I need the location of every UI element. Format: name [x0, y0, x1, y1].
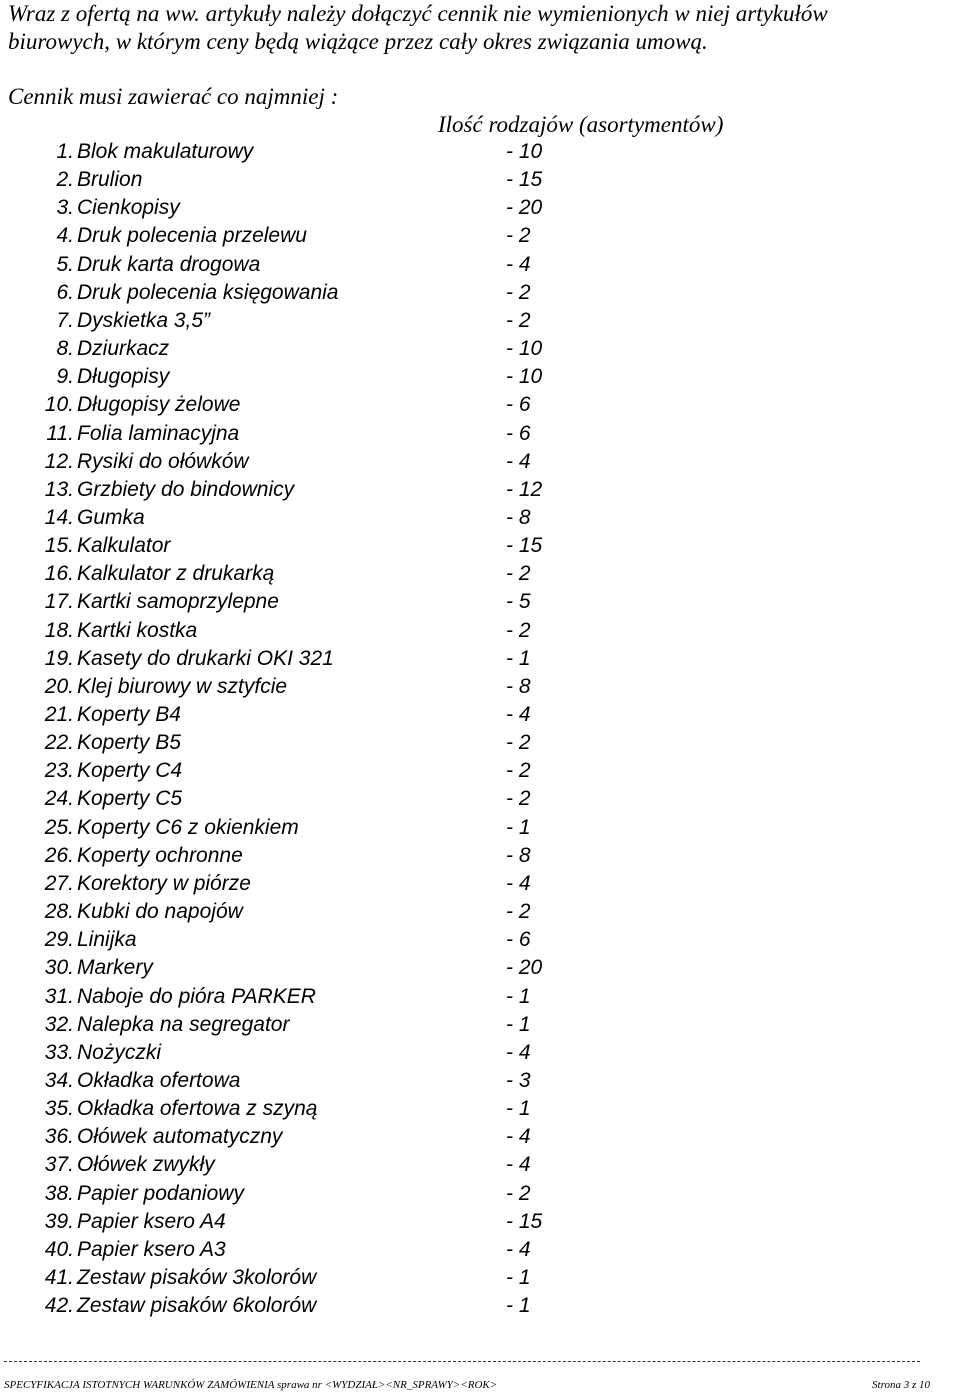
item-number: 16. [44, 562, 74, 586]
list-heading: Cennik musi zawierać co najmniej : [8, 84, 339, 109]
list-item [0, 814, 960, 842]
item-quantity: - 10 [506, 140, 543, 163]
item-number: 41. [44, 1266, 74, 1289]
item-name: Druk karta drogowa [77, 252, 261, 276]
list-item [0, 1180, 960, 1208]
item-name: Cienkopisy [77, 196, 180, 220]
item-name: Długopisy [77, 365, 170, 389]
list-item [0, 307, 960, 335]
list-item [0, 1292, 960, 1320]
item-quantity: - 4 [506, 703, 531, 726]
item-name: Gumka [77, 505, 145, 529]
list-item [0, 983, 960, 1011]
list-item [0, 1095, 960, 1123]
list-item [0, 391, 960, 419]
item-number: 35. [44, 1097, 74, 1121]
item-name: Zestaw pisaków 3kolorów [77, 1266, 317, 1289]
item-name: Blok makulaturowy [77, 140, 254, 163]
item-quantity: - 20 [506, 196, 543, 220]
list-item [0, 504, 960, 532]
item-number: 30. [44, 956, 74, 980]
intro-line-2: biurowych, w którym ceny będą wiążące przez cały okres związania umową. [8, 29, 708, 54]
list-item [0, 138, 960, 166]
item-name: Długopisy żelowe [77, 393, 241, 417]
list-item [0, 926, 960, 954]
item-name: Kartki kostka [77, 618, 198, 642]
item-name: Papier ksero A3 [77, 1237, 226, 1261]
item-number: 18. [44, 618, 74, 642]
item-name: Grzbiety do bindownicy [77, 477, 295, 501]
item-number: 9. [56, 365, 74, 389]
item-number: 24. [44, 787, 74, 811]
item-number: 7. [56, 308, 74, 332]
item-quantity: - 4 [506, 449, 531, 473]
item-quantity: - 6 [506, 928, 531, 952]
list-item [0, 645, 960, 673]
item-number: 42. [44, 1294, 74, 1318]
item-name: Brulion [77, 168, 143, 192]
item-number: 37. [44, 1153, 74, 1177]
list-item [0, 842, 960, 870]
list-item [0, 617, 960, 645]
list-item [0, 1067, 960, 1095]
item-quantity: - 4 [506, 1237, 531, 1261]
item-quantity: - 2 [506, 1181, 531, 1205]
list-item [0, 222, 960, 250]
item-quantity: - 2 [506, 562, 531, 586]
item-name: Koperty C4 [77, 759, 183, 783]
item-name: Koperty ochronne [77, 843, 243, 867]
list-item [0, 335, 960, 363]
item-name: Korektory w piórze [77, 871, 251, 895]
item-quantity: - 20 [506, 956, 543, 980]
item-quantity: - 5 [506, 590, 531, 614]
item-name: Nożyczki [77, 1040, 162, 1064]
item-number: 22. [44, 731, 74, 755]
item-name: Kalkulator [77, 534, 171, 558]
item-quantity: - 2 [506, 224, 531, 248]
list-item [0, 785, 960, 813]
list-item [0, 870, 960, 898]
item-quantity: - 1 [506, 646, 531, 670]
list-item [0, 560, 960, 588]
list-item [0, 279, 960, 307]
item-quantity: - 2 [506, 280, 531, 304]
item-name: Papier ksero A4 [77, 1209, 226, 1233]
item-number: 14. [44, 505, 74, 529]
item-number: 40. [44, 1237, 74, 1261]
list-item [0, 363, 960, 391]
item-quantity: - 4 [506, 252, 531, 276]
item-number: 39. [44, 1209, 74, 1233]
item-quantity: - 1 [506, 1097, 531, 1121]
item-name: Naboje do pióra PARKER [77, 984, 316, 1008]
item-number: 17. [44, 590, 74, 614]
item-number: 28. [44, 900, 74, 924]
item-quantity: - 4 [506, 1153, 531, 1177]
item-quantity: - 3 [506, 1068, 531, 1092]
item-quantity: - 2 [506, 731, 531, 755]
item-number: 8. [56, 337, 74, 361]
item-quantity: - 2 [506, 787, 531, 811]
item-name: Rysiki do ołówków [77, 449, 249, 473]
footer-document-title: SPECYFIKACJA ISTOTNYCH WARUNKÓW ZAMÓWIENIA sprawa nr <WYDZIAŁ><NR_SPRAWY><ROK> [4, 1379, 498, 1391]
item-quantity: - 4 [506, 1040, 531, 1064]
item-quantity: - 8 [506, 674, 531, 698]
item-number: 20. [44, 674, 74, 698]
item-name: Kubki do napojów [77, 900, 243, 924]
item-name: Kalkulator z drukarką [77, 562, 275, 586]
item-name: Druk polecenia przelewu [77, 224, 307, 248]
item-name: Okładka ofertowa z szyną [77, 1097, 318, 1121]
list-item [0, 1039, 960, 1067]
list-item [0, 448, 960, 476]
item-name: Dyskietka 3,5” [77, 308, 211, 332]
list-item [0, 532, 960, 560]
item-number: 32. [44, 1012, 74, 1036]
item-quantity: - 1 [506, 984, 531, 1008]
item-number: 26. [44, 843, 74, 867]
item-number: 21. [44, 703, 74, 726]
item-number: 31. [44, 984, 74, 1008]
item-quantity: - 2 [506, 308, 531, 332]
list-item [0, 1236, 960, 1264]
item-quantity: - 12 [506, 477, 543, 501]
item-name: Ołówek automatyczny [77, 1125, 283, 1149]
list-item [0, 1011, 960, 1039]
item-number: 11. [46, 421, 74, 445]
item-quantity: - 1 [506, 815, 531, 839]
item-name: Ołówek zwykły [77, 1153, 215, 1177]
list-item [0, 476, 960, 504]
list-item [0, 1264, 960, 1292]
item-quantity: - 8 [506, 843, 531, 867]
item-number: 4. [56, 224, 74, 248]
item-number: 10. [44, 393, 74, 417]
item-quantity: - 10 [506, 337, 543, 361]
item-name: Zestaw pisaków 6kolorów [77, 1294, 317, 1318]
list-item [0, 898, 960, 926]
item-name: Klej biurowy w sztyfcie [77, 674, 288, 698]
item-quantity: - 1 [506, 1266, 531, 1289]
list-item [0, 194, 960, 222]
footer-divider [4, 1361, 920, 1362]
list-item [0, 420, 960, 448]
item-name: Okładka ofertowa [77, 1068, 241, 1092]
item-quantity: - 10 [506, 365, 543, 389]
item-quantity: - 2 [506, 759, 531, 783]
item-number: 2. [56, 168, 74, 192]
item-quantity: - 8 [506, 505, 531, 529]
item-number: 6. [56, 280, 74, 304]
item-quantity: - 4 [506, 1125, 531, 1149]
intro-paragraph [8, 0, 953, 56]
list-item [0, 1151, 960, 1179]
item-number: 23. [44, 759, 74, 783]
item-name: Folia laminacyjna [77, 421, 240, 445]
list-item [0, 251, 960, 279]
list-item [0, 673, 960, 701]
item-quantity: - 1 [506, 1294, 531, 1318]
item-quantity: - 2 [506, 618, 531, 642]
item-number: 12. [44, 449, 74, 473]
item-number: 1. [56, 140, 74, 163]
item-name: Koperty B5 [77, 731, 181, 755]
item-name: Markery [77, 956, 153, 980]
item-quantity: - 15 [506, 1209, 543, 1233]
item-number: 27. [44, 871, 74, 895]
item-quantity: - 15 [506, 534, 543, 558]
item-number: 15. [44, 534, 74, 558]
item-number: 3. [56, 196, 74, 220]
item-name: Druk polecenia księgowania [77, 280, 339, 304]
item-name: Kasety do drukarki OKI 321 [77, 646, 334, 670]
quantity-column-header: Ilość rodzajów (asortymentów) [438, 112, 724, 137]
intro-line-1: Wraz z ofertą na ww. artykuły należy dołączyć cennik nie wymienionych w niej artykułów [8, 1, 828, 26]
item-number: 13. [44, 477, 74, 501]
item-quantity: - 6 [506, 393, 531, 417]
list-item [0, 954, 960, 982]
list-item [0, 729, 960, 757]
item-quantity: - 15 [506, 168, 543, 192]
item-name: Koperty C5 [77, 787, 183, 811]
item-name: Papier podaniowy [77, 1181, 244, 1205]
list-item [0, 701, 960, 729]
item-name: Koperty B4 [77, 703, 181, 726]
list-item [0, 1123, 960, 1151]
item-number: 5. [56, 252, 74, 276]
item-name: Kartki samoprzylepne [77, 590, 279, 614]
item-name: Dziurkacz [77, 337, 170, 361]
footer-page-number: Strona 3 z 10 [872, 1379, 930, 1391]
item-number: 38. [44, 1181, 74, 1205]
item-number: 25. [44, 815, 74, 839]
item-quantity: - 6 [506, 421, 531, 445]
item-number: 29. [44, 928, 74, 952]
item-quantity: - 1 [506, 1012, 531, 1036]
item-number: 19. [44, 646, 74, 670]
item-quantity: - 4 [506, 871, 531, 895]
item-number: 36. [44, 1125, 74, 1149]
item-name: Koperty C6 z okienkiem [77, 815, 299, 839]
list-item [0, 757, 960, 785]
item-quantity: - 2 [506, 900, 531, 924]
item-number: 33. [44, 1040, 74, 1064]
item-number: 34. [44, 1068, 74, 1092]
item-name: Linijka [77, 928, 137, 952]
list-item [0, 588, 960, 616]
item-name: Nalepka na segregator [77, 1012, 290, 1036]
list-item [0, 1208, 960, 1236]
list-item [0, 166, 960, 194]
